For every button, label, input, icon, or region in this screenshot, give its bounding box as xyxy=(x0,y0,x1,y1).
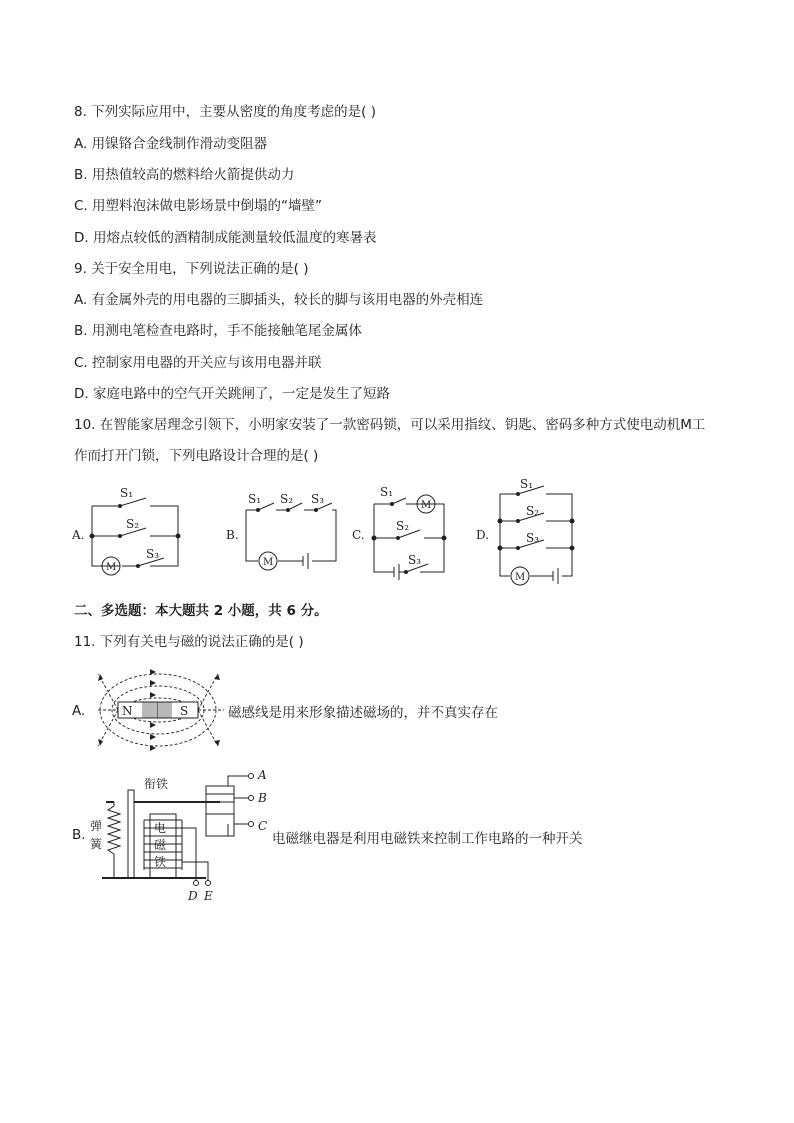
circuit-a-s2: S₂ xyxy=(126,517,140,531)
q9-option-b: B. 用测电笔检查电路时，手不能接触笔尾金属体 xyxy=(74,323,362,339)
circuit-c-s3: S₃ xyxy=(408,553,422,567)
circuit-c xyxy=(372,495,446,580)
q8-option-a: A. 用镍铬合金线制作滑动变阻器 xyxy=(74,136,268,152)
relay-terminal-b: B xyxy=(258,791,267,805)
relay-spring-label-2: 簧 xyxy=(90,837,103,851)
circuit-d-motor: M xyxy=(515,572,526,583)
q8-stem: 8. 下列实际应用中，主要从密度的角度考虑的是( ) xyxy=(74,104,376,120)
q11-stem: 11. 下列有关电与磁的说法正确的是( ) xyxy=(74,634,304,650)
relay-terminal-a: A xyxy=(258,768,267,782)
q11-option-b-label: B. xyxy=(72,827,86,843)
circuit-c-label: C. xyxy=(352,528,365,542)
section-heading: 二、多选题：本大题共 2 小题，共 6 分。 xyxy=(74,603,328,619)
q11-option-a-text: 磁感线是用来形象描述磁场的，并不真实存在 xyxy=(228,705,498,721)
circuit-c-motor: M xyxy=(421,500,432,511)
circuit-b-s2: S₂ xyxy=(280,492,294,506)
relay-terminal-c: C xyxy=(258,819,268,833)
circuit-b-s3: S₃ xyxy=(311,492,325,506)
q11-option-b-text: 电磁继电器是利用电磁铁来控制工作电路的一种开关 xyxy=(272,831,583,847)
circuit-b-motor: M xyxy=(263,557,274,568)
q9-option-d: D. 家庭电路中的空气开关跳闸了，一定是发生了短路 xyxy=(74,386,390,402)
q8-option-c: C. 用塑料泡沫做电影场景中倒塌的“墙壁” xyxy=(74,198,322,214)
q10-stem-line1: 10. 在智能家居理念引领下，小明家安装了一款密码锁，可以采用指纹、钥匙、密码多种方式使电动机M工 xyxy=(74,417,706,433)
q8-option-b: B. 用热值较高的燃料给火箭提供动力 xyxy=(74,167,295,183)
bar-magnet-diagram xyxy=(94,668,228,752)
relay-em-label-2: 磁 xyxy=(154,838,167,852)
circuit-d-s1: S₁ xyxy=(520,477,534,491)
relay-em-label-3: 铁 xyxy=(154,855,167,869)
q9-option-c: C. 控制家用电器的开关应与该用电器并联 xyxy=(74,355,322,371)
relay-diagram xyxy=(88,762,272,906)
circuit-b-label: B. xyxy=(226,528,239,542)
relay-em-label-1: 电 xyxy=(154,821,167,835)
relay-armature-label: 衔铁 xyxy=(144,777,169,791)
circuit-a-s3: S₃ xyxy=(146,547,160,561)
relay-spring-label-1: 弹 xyxy=(90,819,103,833)
circuit-c-s2: S₂ xyxy=(396,519,410,533)
q9-stem: 9. 关于安全用电，下列说法正确的是( ) xyxy=(74,261,309,277)
circuit-a-s1: S₁ xyxy=(120,486,134,500)
circuit-d-s3: S₃ xyxy=(526,531,540,545)
circuit-b xyxy=(246,503,336,570)
circuit-c-s1: S₁ xyxy=(380,485,394,499)
circuit-d-label: D. xyxy=(476,528,490,542)
circuit-a-motor: M xyxy=(106,562,117,573)
q11-option-a-label: A. xyxy=(72,703,86,719)
circuit-a-label: A. xyxy=(72,528,85,542)
circuit-d-s2: S₂ xyxy=(526,504,540,518)
circuit-b-s1: S₁ xyxy=(248,492,262,506)
relay-terminal-e: E xyxy=(204,889,213,903)
q9-option-a: A. 有金属外壳的用电器的三脚插头，较长的脚与该用电器的外壳相连 xyxy=(74,292,484,308)
q8-option-d: D. 用熔点较低的酒精制成能测量较低温度的寒暑表 xyxy=(74,230,377,246)
magnet-s-pole: S xyxy=(180,704,189,718)
q10-stem-line2: 作而打开门锁，下列电路设计合理的是( ) xyxy=(74,448,319,464)
circuit-a xyxy=(90,498,180,575)
relay-terminal-d: D xyxy=(188,889,198,903)
magnet-n-pole: N xyxy=(122,704,133,718)
